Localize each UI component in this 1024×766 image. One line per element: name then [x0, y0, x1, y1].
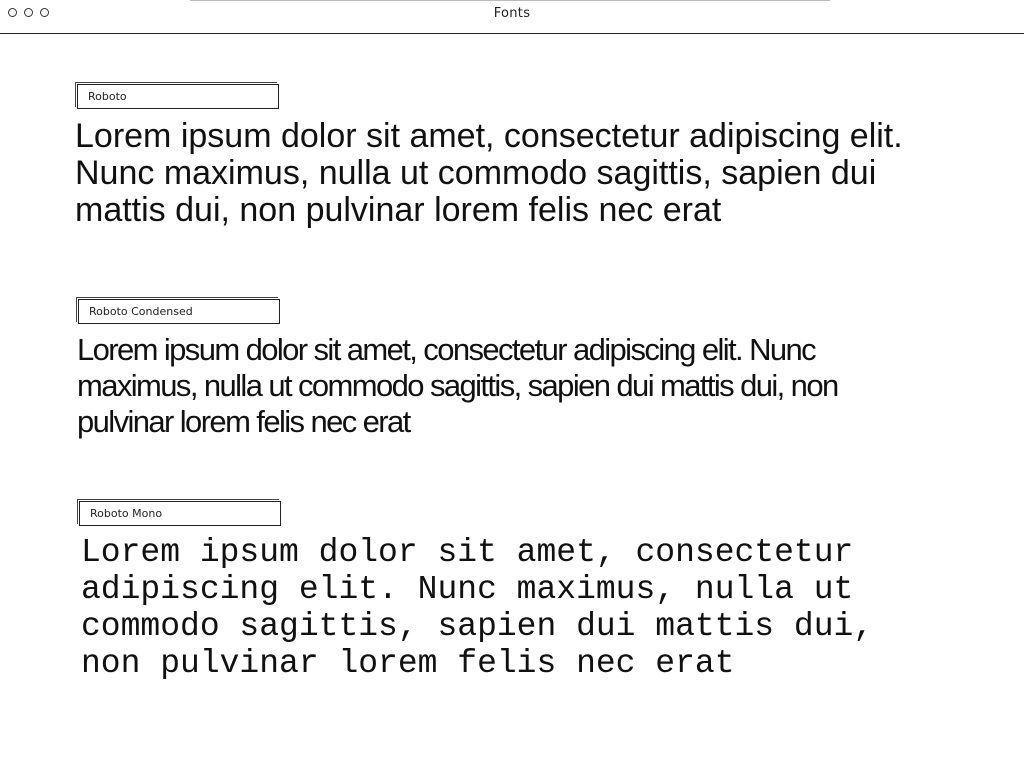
window-title: Fonts — [493, 6, 531, 21]
font-sample-roboto-mono: Lorem ipsum dolor sit amet, consectetur adipiscing elit. Nunc maximus, nulla ut commodo sagittis, sapien dui mattis dui, non pulvinar lorem felis nec erat — [81, 534, 874, 682]
font-sample-roboto: Lorem ipsum dolor sit amet, consectetur adipiscing elit. Nunc maximus, nulla ut commodo sagittis, sapien dui mattis dui, non pulvinar lorem felis nec erat — [75, 117, 903, 229]
font-label-roboto-condensed: Roboto Condensed — [78, 299, 280, 324]
titlebar-top-stroke — [190, 0, 830, 1]
window-titlebar — [0, 0, 1024, 34]
font-label-roboto: Roboto — [77, 84, 279, 109]
font-sample-roboto-condensed: Lorem ipsum dolor sit amet, consectetur adipiscing elit. Nunc maximus, nulla ut commodo sagittis, sapien dui mattis dui, non pulvinar lorem felis nec erat — [77, 332, 838, 439]
font-label-roboto-mono: Roboto Mono — [79, 501, 281, 526]
